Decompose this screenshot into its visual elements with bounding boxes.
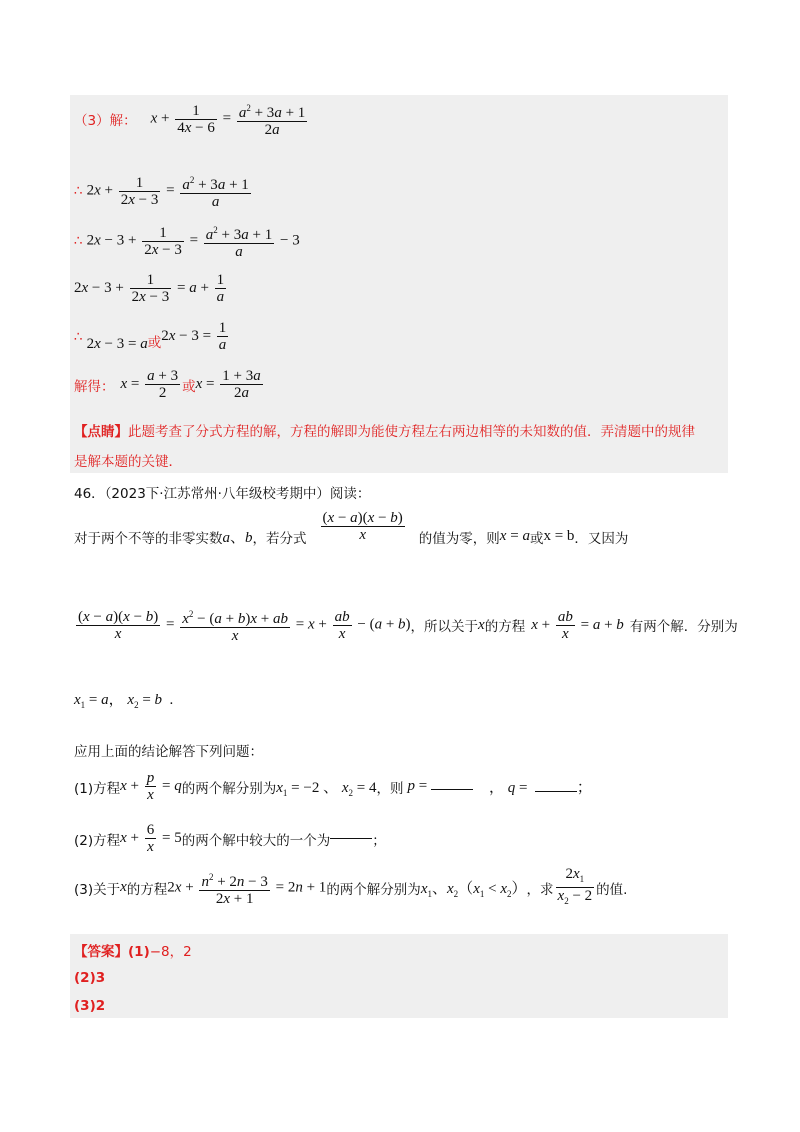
- q1-solutions: $x_1 = -2$ 、 $x_2 = 4$: [276, 779, 377, 798]
- question-3: [74, 866, 627, 909]
- equation-5b: 2x − 3 = $\frac{1}{a}$: [161, 320, 227, 353]
- solve-label: 解得：: [74, 378, 115, 395]
- q2-mid: 的两个解中较大的一个为: [181, 832, 331, 849]
- problem-line-1: [74, 510, 629, 547]
- problem-number: 46．: [74, 486, 105, 502]
- q3-equation: 2x + $\frac{n^2 + 2n - 3}{2x + 1}$ = 2n + 1: [167, 869, 326, 907]
- solution-line-2: [74, 172, 253, 210]
- comment-text-1: 此题考查了分式方程的解，方程的解即为能使方程左右两边相等的未知数的值．弄清题中的规律: [128, 424, 695, 440]
- x-eq-a: x = a: [499, 528, 530, 544]
- q1-p-blank[interactable]: p =: [407, 778, 472, 795]
- q3-ask: ，求: [526, 881, 554, 898]
- solutions-x1-x2: $x_1 = a$， $x_2 = b$ .: [74, 692, 174, 710]
- q2-equation: x + $\frac{6}{x}$ = 5: [120, 822, 182, 855]
- answer-1-label: (1): [128, 944, 150, 960]
- comment-line-1: [74, 420, 695, 440]
- equation-3: 2x − 3 + $\frac{1}{2x - 3}$ = $\frac{a^2 + 3a + 1}{a}$ − 3: [87, 222, 300, 260]
- problem-source: （2023下·江苏常州·八年级校考期中）阅读：: [104, 486, 371, 502]
- equation-5a: 2x − 3 = a: [86, 336, 148, 352]
- solution-line-6: [74, 368, 265, 401]
- therefore-symbol: ∴: [74, 233, 83, 249]
- comment-line-2: 是解本题的关键．: [74, 454, 182, 470]
- q1-pre: (1)方程: [74, 780, 121, 797]
- or-word: 或: [147, 334, 162, 351]
- q1-q-blank[interactable]: ， q = ；: [488, 780, 592, 796]
- q2-pre: (2)方程: [74, 832, 121, 849]
- answer-1-sep: ，: [169, 944, 184, 960]
- equation-2: 2x + $\frac{1}{2x - 3}$ = $\frac{a^2 + 3a + 1}{a}$: [87, 172, 253, 210]
- x-eq-b: x = b: [543, 528, 575, 544]
- fraction-expression: $\frac{(x - a)(x - b)}{x}$: [322, 510, 403, 543]
- equation-6b: x = $\frac{1 + 3a}{2a}$: [195, 368, 261, 401]
- solution-line-5: [74, 320, 230, 353]
- problem-header: [74, 482, 370, 502]
- equation-ab: x + $\frac{ab}{x}$ = a + b: [531, 608, 624, 642]
- answer-line-2: (2)3: [74, 970, 106, 986]
- or-word: 或: [182, 378, 196, 395]
- ab-vars: a、b: [222, 530, 253, 546]
- answer-line-1: [74, 940, 192, 960]
- q1-then: ，则: [376, 780, 404, 797]
- line2-text-tail: 有两个解．分别为: [629, 619, 738, 635]
- q3-target-fraction: $\frac{2x_1}{x_2 - 2}$: [557, 866, 593, 906]
- equation-4: 2x − 3 + $\frac{1}{2x - 3}$ = a + $\frac{1}{a}$: [74, 272, 225, 305]
- x-var: x: [478, 616, 485, 633]
- identity-expression: $\frac{(x - a)(x - b)}{x}$ = $\frac{x^2 - (a + b)x + ab}{x}$ = x + $\frac{ab}{x}$ − (a + b): [74, 606, 411, 644]
- line1-or: 或: [529, 530, 544, 547]
- q2-semicolon: ；: [372, 832, 386, 849]
- line2-text-eq: 的方程: [484, 619, 526, 635]
- q1-mid: 的两个解分别为: [181, 780, 277, 797]
- answer-line-3: (3)2: [74, 998, 106, 1014]
- line1-text-mid: ，若分式: [252, 530, 307, 547]
- question-1: [74, 770, 592, 803]
- q2-answer-blank[interactable]: [330, 838, 372, 839]
- solution-line-1: [74, 100, 309, 138]
- equation-1: x + $\frac{1}{4x - 6}$ = $\frac{a^2 + 3a + 1}{2a}$: [151, 100, 310, 138]
- q1-equation: x + $\frac{p}{x}$ = q: [120, 770, 182, 803]
- q3-pre: (3)关于: [74, 881, 121, 898]
- therefore-symbol: ∴: [74, 183, 83, 199]
- therefore-symbol: ∴: [74, 328, 83, 345]
- answer-1-q: 2: [183, 944, 192, 960]
- line2-text-mid: ，所以关于: [410, 619, 479, 635]
- apply-text: 应用上面的结论解答下列问题：: [74, 744, 263, 760]
- comment-tag: 【点睛】: [74, 424, 128, 440]
- line1-text-post: 的值为零，则: [418, 530, 500, 547]
- solution-line-4: [74, 272, 228, 305]
- q3-solutions: $x_1$、$x_2(x_1 < x_2)$: [420, 880, 527, 899]
- x-var: x: [120, 879, 127, 895]
- q3-eq: 的方程: [126, 881, 168, 898]
- equation-6a: x = $\frac{a + 3}{2}$: [120, 368, 179, 401]
- part3-label: （3）解：: [74, 113, 137, 129]
- line1-text-tail: ．又因为: [574, 530, 629, 547]
- line1-text-pre: 对于两个不等的非零实数: [74, 530, 223, 547]
- answer-tag: 【答案】: [74, 944, 128, 960]
- question-2: [74, 822, 386, 855]
- solution-line-3: [74, 222, 300, 260]
- q3-mid: 的两个解分别为: [326, 881, 421, 898]
- answer-1-p: −8: [149, 944, 170, 960]
- problem-line-2: [74, 606, 738, 644]
- q3-tail: 的值.: [596, 881, 628, 898]
